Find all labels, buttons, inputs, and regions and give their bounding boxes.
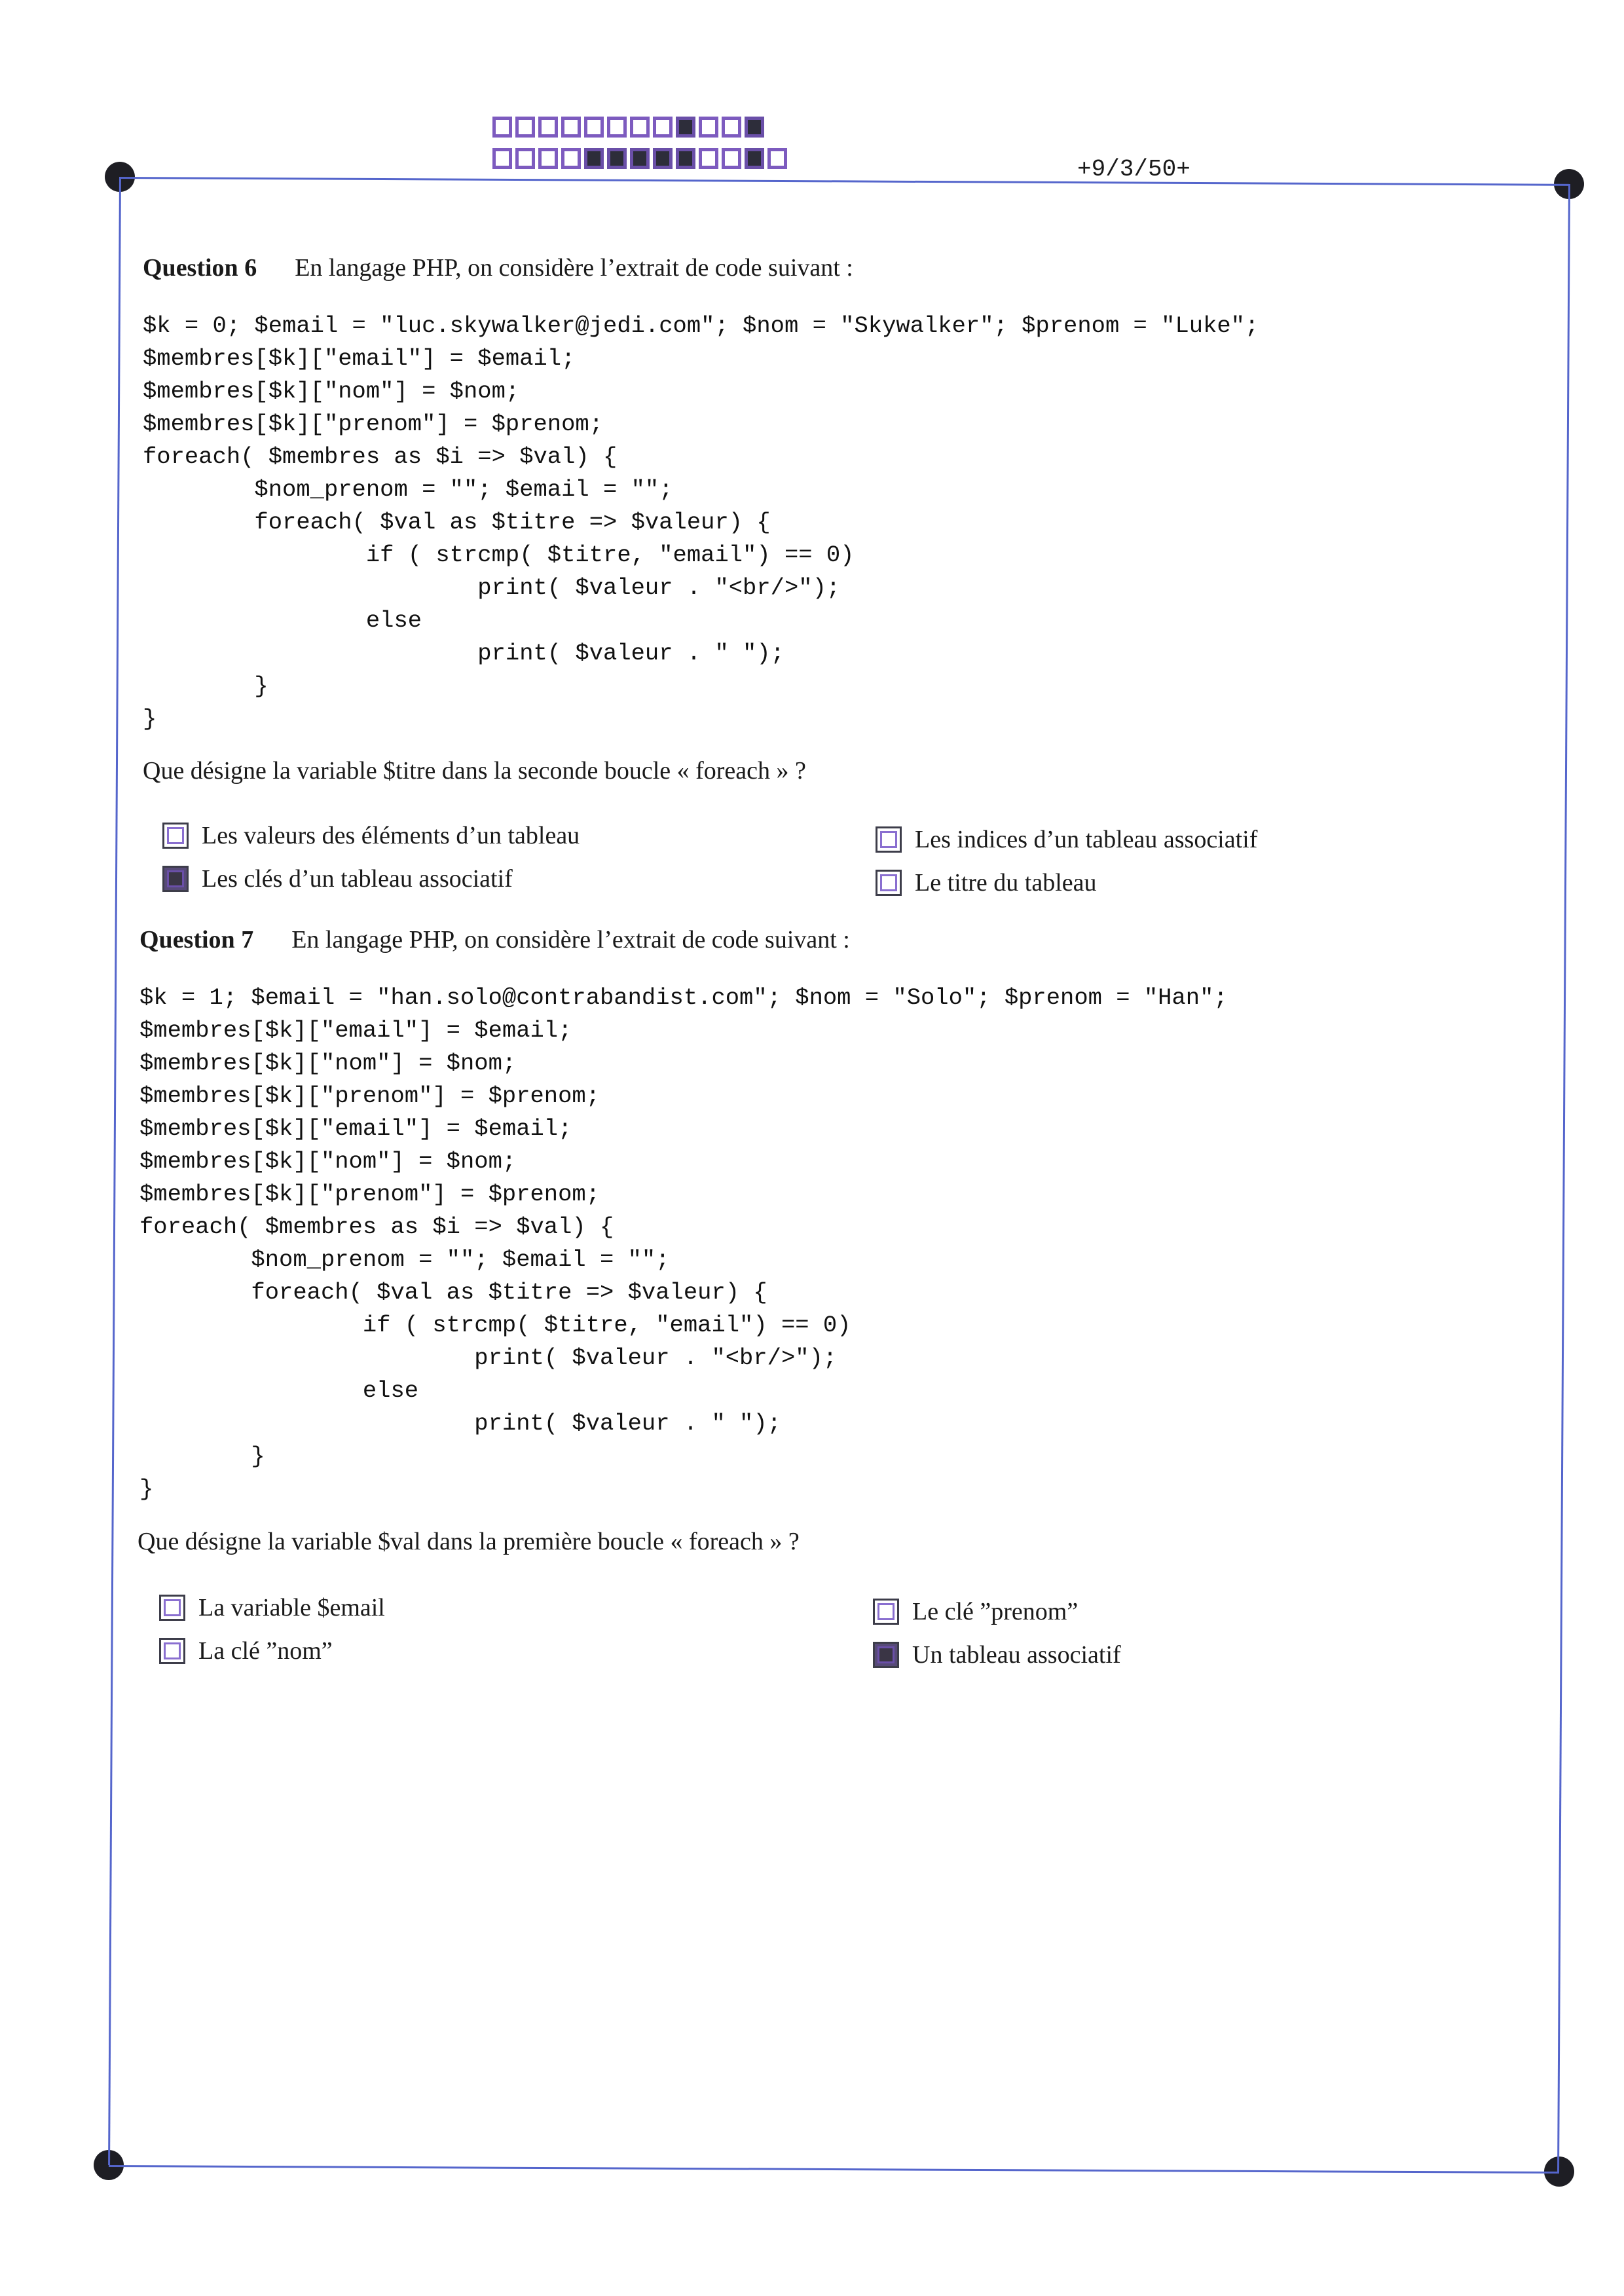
question-7-intro: En langage PHP, on considère l’extrait de code suivant : xyxy=(291,926,850,954)
question-6-code: $k = 0; $email = "luc.skywalker@jedi.com"; $nom = "Skywalker"; $prenom = "Luke"; $membres[$k]["email"] = $email; $membres[$k]["nom"] = $nom; $membres[$k]["prenom"] = $prenom; foreach( $membres as $i => $val) { $nom_prenom = ""; $email = ""; foreach( $val as $titre => $valeur) { if ( strcmp( $titre, "email") == 0) print( $valeur . "<br/>"); else print( $valeur . " "); } } xyxy=(143,312,1259,732)
id-box[interactable] xyxy=(607,148,627,169)
answer-label: Les clés d’un tableau associatif xyxy=(202,865,513,893)
id-box[interactable] xyxy=(630,117,650,138)
frame-right-line xyxy=(1557,184,1570,2172)
id-box[interactable] xyxy=(607,117,627,138)
id-box[interactable] xyxy=(515,117,535,138)
id-box[interactable] xyxy=(676,148,695,169)
answer-label: Les indices d’un tableau associatif xyxy=(915,826,1258,853)
checkbox[interactable] xyxy=(876,870,902,896)
question-7-answer-d[interactable] xyxy=(873,1640,1121,1669)
answer-label: La clé ”nom” xyxy=(198,1637,333,1665)
question-7-title: Question 7 xyxy=(139,926,254,954)
id-box[interactable] xyxy=(584,148,604,169)
id-box[interactable] xyxy=(676,117,695,138)
id-box[interactable] xyxy=(745,117,764,138)
id-box[interactable] xyxy=(722,117,741,138)
question-6-answer-a[interactable] xyxy=(162,821,580,850)
id-box[interactable] xyxy=(561,117,581,138)
frame-top-line xyxy=(120,177,1569,186)
answer-label: Un tableau associatif xyxy=(912,1641,1121,1669)
id-box[interactable] xyxy=(515,148,535,169)
id-box[interactable] xyxy=(538,117,558,138)
checkbox[interactable] xyxy=(162,866,189,892)
id-box[interactable] xyxy=(492,148,512,169)
frame-left-line xyxy=(108,177,121,2165)
id-box[interactable] xyxy=(630,148,650,169)
checkbox[interactable] xyxy=(873,1599,899,1625)
question-6-answer-d[interactable] xyxy=(876,868,1097,897)
question-7-answer-b[interactable] xyxy=(159,1637,333,1665)
id-box[interactable] xyxy=(767,148,787,169)
id-box[interactable] xyxy=(561,148,581,169)
answer-label: Le titre du tableau xyxy=(915,869,1097,897)
question-6-title: Question 6 xyxy=(143,254,257,282)
question-7-answer-c[interactable] xyxy=(873,1597,1078,1626)
id-box[interactable] xyxy=(492,117,512,138)
answer-label: La variable $email xyxy=(198,1594,385,1621)
question-7-answer-a[interactable] xyxy=(159,1593,385,1622)
id-box[interactable] xyxy=(653,148,673,169)
id-box[interactable] xyxy=(653,117,673,138)
id-box[interactable] xyxy=(745,148,764,169)
question-6-prompt: Que désigne la variable $titre dans la seconde boucle « foreach » ? xyxy=(143,757,806,785)
question-6-header xyxy=(143,253,853,282)
id-boxes-row-1 xyxy=(492,117,764,138)
id-boxes-row-2 xyxy=(492,148,787,169)
id-box[interactable] xyxy=(722,148,741,169)
question-7-prompt: Que désigne la variable $val dans la première boucle « foreach » ? xyxy=(138,1528,800,1555)
checkbox[interactable] xyxy=(159,1638,185,1664)
question-6-answer-b[interactable] xyxy=(162,864,513,893)
id-box[interactable] xyxy=(699,148,718,169)
question-7-header xyxy=(139,925,850,954)
checkbox[interactable] xyxy=(159,1595,185,1621)
question-6-answer-c[interactable] xyxy=(876,825,1257,854)
id-box[interactable] xyxy=(538,148,558,169)
checkbox[interactable] xyxy=(873,1642,899,1668)
page-code: +9/3/50+ xyxy=(1077,156,1190,183)
frame-bottom-line xyxy=(109,2165,1559,2174)
checkbox[interactable] xyxy=(876,826,902,853)
question-6-intro: En langage PHP, on considère l’extrait de code suivant : xyxy=(295,254,853,282)
answer-label: Les valeurs des éléments d’un tableau xyxy=(202,822,580,849)
checkbox[interactable] xyxy=(162,823,189,849)
answer-label: Le clé ”prenom” xyxy=(912,1598,1079,1625)
id-box[interactable] xyxy=(584,117,604,138)
question-7-code: $k = 1; $email = "han.solo@contrabandist.com"; $nom = "Solo"; $prenom = "Han"; $membres[$k]["email"] = $email; $membres[$k]["nom"] = $nom; $membres[$k]["prenom"] = $prenom; $membres[$k]["email"] = $email; $membres[$k]["nom"] = $nom; $membres[$k]["prenom"] = $prenom; foreach( $membres as $i => $val) { $nom_prenom = ""; $email = ""; foreach( $val as $titre => $valeur) { if ( strcmp( $titre, "email") == 0) print( $valeur . "<br/>"); else print( $valeur . " "); } } xyxy=(139,984,1228,1502)
id-box[interactable] xyxy=(699,117,718,138)
